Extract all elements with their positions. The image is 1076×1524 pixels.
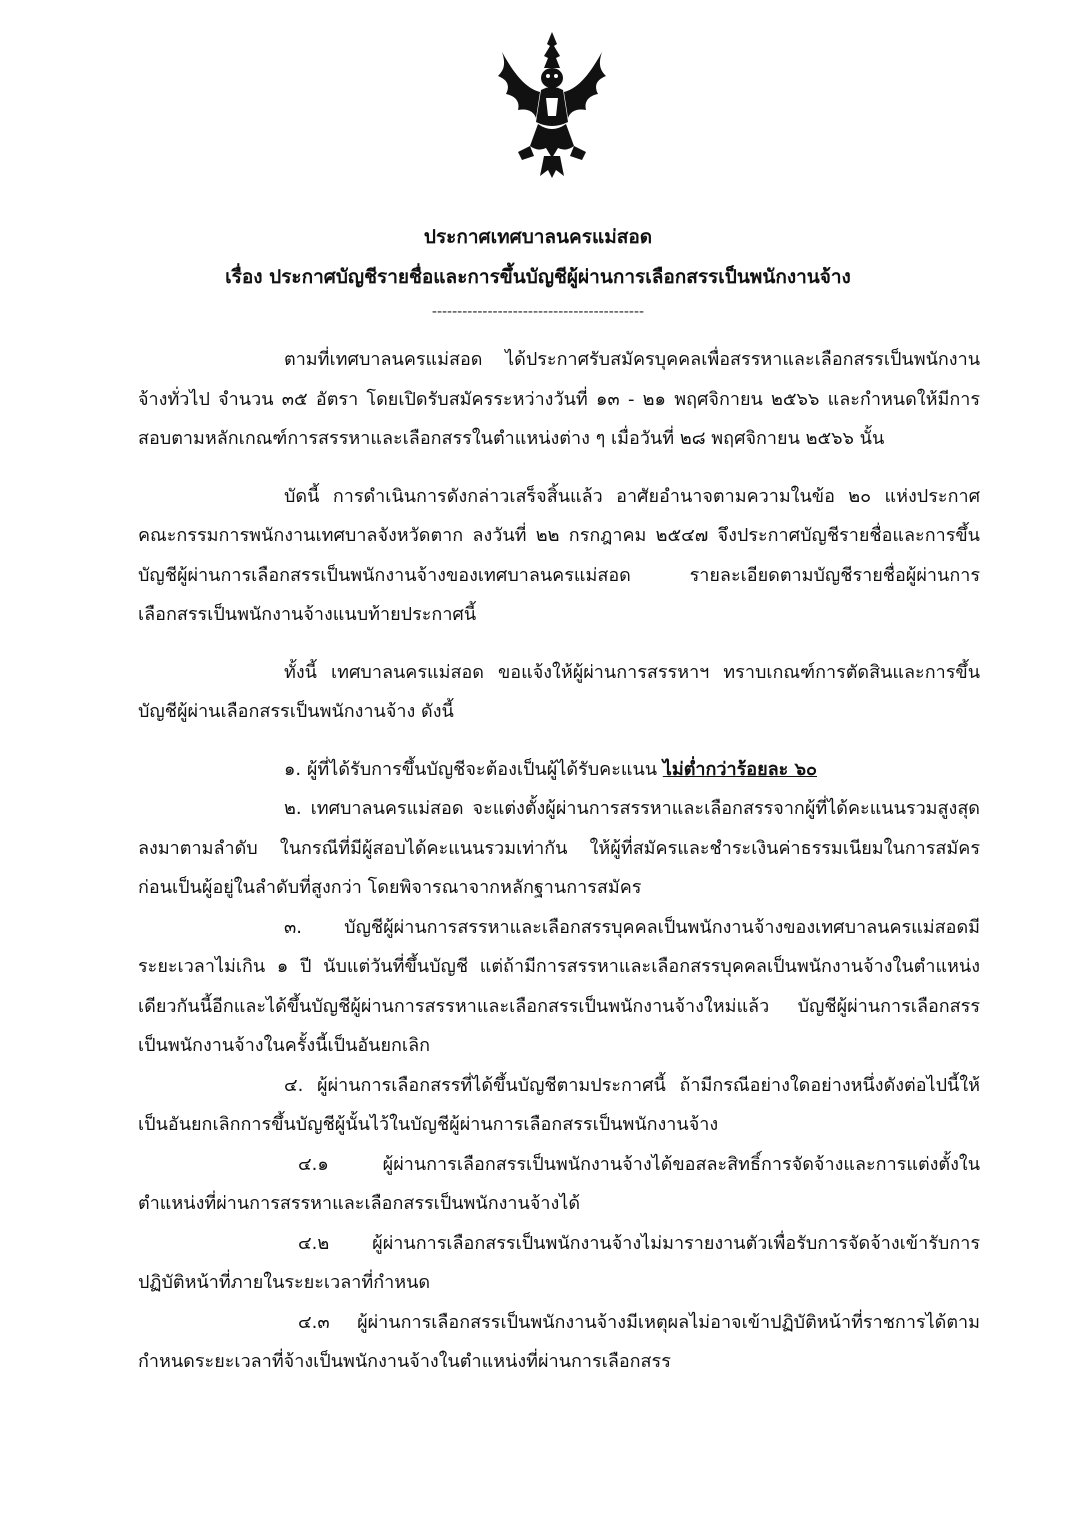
criteria-item-4-3: ๔.๓ ผู้ผ่านการเลือกสรรเป็นพนักงานจ้างมีเหตุผลไม่อาจเข้าปฏิบัติหน้าที่ราชการได้ตามกำหนดระยะเวลาที่จ้างเป็นพนักงานจ้างในตำแหน่งที่ผ่านการเลือกสรร (138, 1311, 980, 1372)
criteria-item-4-2: ๔.๒ ผู้ผ่านการเลือกสรรเป็นพนักงานจ้างไม่มารายงานตัวเพื่อรับการจัดจ้างเข้ารับการปฏิบัติหน้าที่ภายในระยะเวลาที่กำหนด (138, 1232, 980, 1293)
criteria-item-2: ๒. เทศบาลนครแม่สอด จะแต่งตั้งผู้ผ่านการสรรหาและเลือกสรรจากผู้ที่ได้คะแนนรวมสูงสุดลงมาตามลำดับ ในกรณีที่มีผู้สอบได้คะแนนรวมเท่ากัน ให้ผู้ที่สมัครและชำระเงินค่าธรรมเนียมในการสมัครก่อนเป็นผู้อยู่ในลำดับที่สูงกว่า โดยพิจารณาจากหลักฐานการสมัคร (138, 798, 980, 898)
criteria-item-1-threshold: ไม่ต่ำกว่าร้อยละ ๖๐ (662, 758, 818, 780)
paragraph-authority: บัดนี้ การดำเนินการดังกล่าวเสร็จสิ้นแล้ว อาศัยอำนาจตามความในข้อ ๒๐ แห่งประกาศคณะกรรมการพนักงานเทศบาลจังหวัดตาก ลงวันที่ ๒๒ กรกฎาคม ๒๕๔๗ จึงประกาศบัญชีรายชื่อและการขึ้นบัญชีผู้ผ่านการเลือกสรรเป็นพนักงานจ้างของเทศบาลนครแม่สอด รายละเอียดตามบัญชีรายชื่อผู้ผ่านการเลือกสรรเป็นพนักงานจ้างแนบท้ายประกาศนี้ (138, 485, 980, 625)
paragraph-criteria-intro: ทั้งนี้ เทศบาลนครแม่สอด ขอแจ้งให้ผู้ผ่านการสรรหาฯ ทราบเกณฑ์การตัดสินและการขึ้นบัญชีผู้ผ่านเลือกสรรเป็นพนักงานจ้าง ดังนี้ (138, 661, 980, 722)
criteria-item-3: ๓. บัญชีผู้ผ่านการสรรหาและเลือกสรรบุคคลเป็นพนักงานจ้างของเทศบาลนครแม่สอดมีระยะเวลาไม่เกิน ๑ ปี นับแต่วันที่ขึ้นบัญชี แต่ถ้ามีการสรรหาและเลือกสรรบุคคลเป็นพนักงานจ้างในตำแหน่งเดียวกันนี้อีกและได้ขึ้นบัญชีผู้ผ่านการสรรหาและเลือกสรรเป็นพนักงานจ้างใหม่แล้ว บัญชีผู้ผ่านการเลือกสรรเป็นพนักงานจ้างในครั้งนี้เป็นอันยกเลิก (138, 916, 980, 1056)
announcement-agency-title: ประกาศเทศบาลนครแม่สอด (423, 226, 653, 248)
criteria-item-1 (138, 750, 980, 790)
garuda-emblem-icon (494, 30, 610, 180)
criteria-item-4-1: ๔.๑ ผู้ผ่านการเลือกสรรเป็นพนักงานจ้างได้ขอสละสิทธิ์การจัดจ้างและการแต่งตั้งในตำแหน่งที่ผ่านการสรรหาและเลือกสรรเป็นพนักงานจ้างได้ (138, 1153, 980, 1214)
announcement-subject: เรื่อง ประกาศบัญชีรายชื่อและการขึ้นบัญชีผู้ผ่านการเลือกสรรเป็นพนักงานจ้าง (225, 266, 851, 288)
paragraph-background: ตามที่เทศบาลนครแม่สอด ได้ประกาศรับสมัครบุคคลเพื่อสรรหาและเลือกสรรเป็นพนักงานจ้างทั่วไป จำนวน ๓๕ อัตรา โดยเปิดรับสมัครระหว่างวันที่ ๑๓ - ๒๑ พฤศจิกายน ๒๕๖๖ และกำหนดให้มีการสอบตามหลักเกณฑ์การสรรหาและเลือกสรรในตำแหน่งต่าง ๆ เมื่อวันที่ ๒๘ พฤศจิกายน ๒๕๖๖ นั้น (138, 349, 980, 449)
divider-rule: ------------------------------------------ (431, 304, 645, 320)
criteria-item-4: ๔. ผู้ผ่านการเลือกสรรที่ได้ขึ้นบัญชีตามประกาศนี้ ถ้ามีกรณีอย่างใดอย่างหนึ่งดังต่อไปนี้ให้เป็นอันยกเลิกการขึ้นบัญชีผู้นั้นไว้ในบัญชีผู้ผ่านการเลือกสรรเป็นพนักงานจ้าง (138, 1074, 980, 1135)
criteria-item-1-text: ๑. ผู้ที่ได้รับการขึ้นบัญชีจะต้องเป็นผู้ได้รับคะแนน (284, 758, 663, 780)
announcement-body (138, 340, 980, 1382)
